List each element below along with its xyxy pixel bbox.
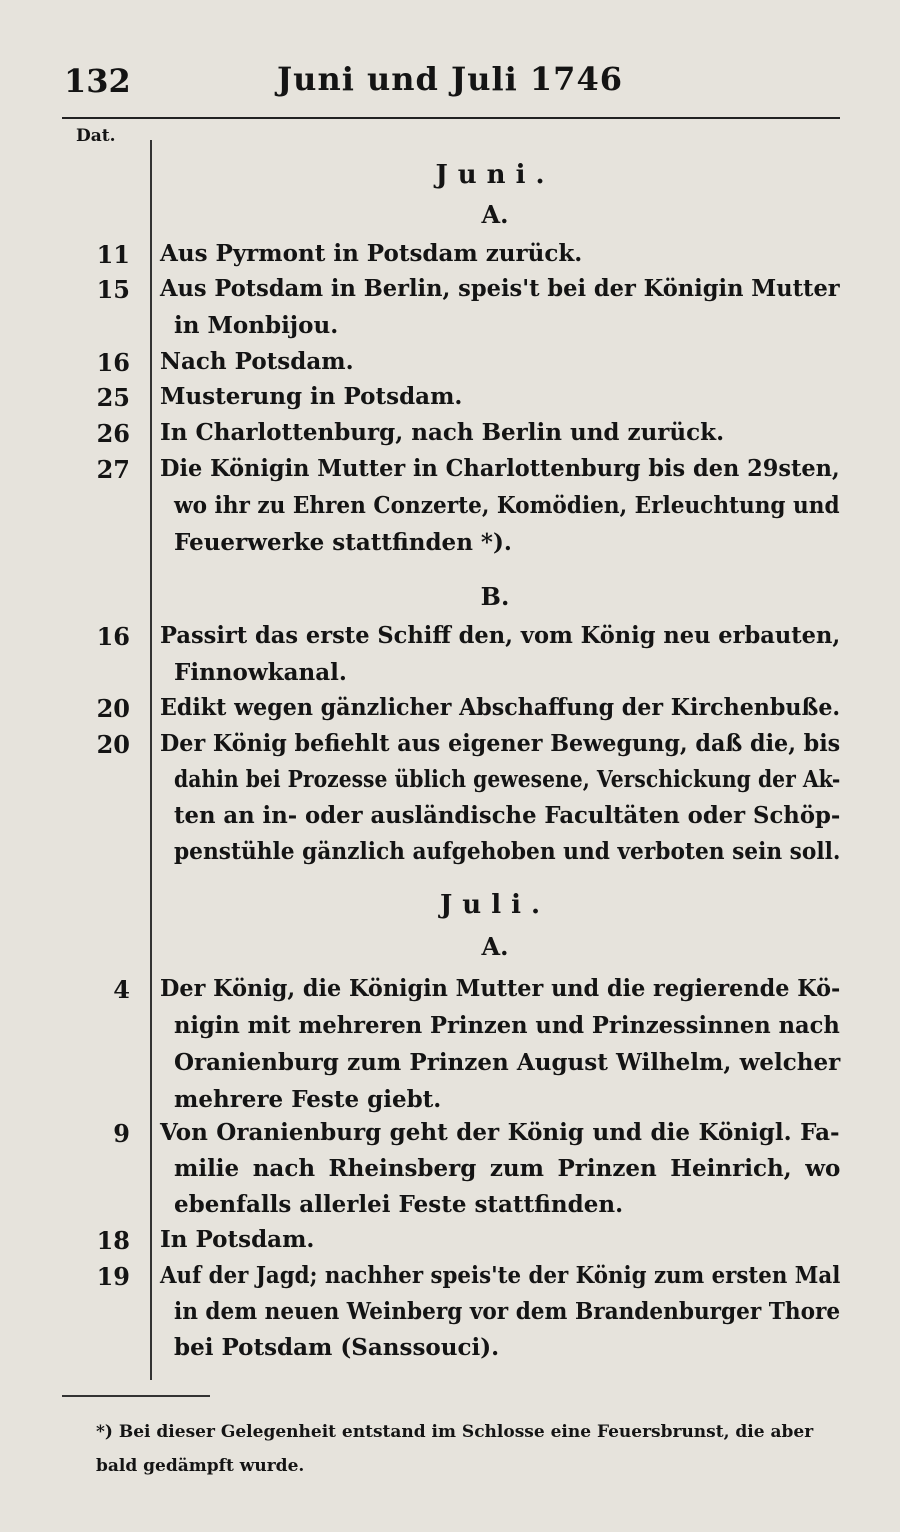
entry-line: Passirt das erste Schiff den, vom König neu erbauten, [160, 622, 841, 649]
entry-line: Nach Potsdam. [160, 348, 354, 375]
entry-line: ebenfalls allerlei Feste stattfinden. [174, 1191, 624, 1218]
entry-line: Die Königin Mutter in Charlottenburg bis den 29sten, [160, 455, 840, 482]
entry-day: 4 [113, 975, 130, 1004]
footnote-rule [62, 1395, 210, 1397]
entry-day: 11 [96, 240, 130, 269]
entry-day: 20 [96, 694, 130, 723]
column-divider [150, 140, 152, 1380]
entry-line: Feuerwerke stattfinden *). [174, 529, 512, 556]
entry-day: 16 [96, 348, 130, 377]
entry-line: nigin mit mehreren Prinzen und Prinzessinnen nach [174, 1012, 840, 1039]
entry-day: 9 [113, 1119, 130, 1148]
entry-line: Von Oranienburg geht der König und die Königl. Fa- [160, 1119, 840, 1146]
entry-line: wo ihr zu Ehren Conzerte, Komödien, Erleuchtung und [174, 492, 840, 519]
entry-day: 25 [96, 383, 130, 412]
entry-line: bei Potsdam (Sanssouci). [174, 1334, 500, 1361]
entry-line: penstühle gänzlich aufgehoben und verboten sein soll. [174, 838, 841, 865]
entry-line: Oranienburg zum Prinzen August Wilhelm, welcher [174, 1049, 841, 1076]
entry-line: In Potsdam. [160, 1226, 315, 1253]
entry-day: 27 [96, 455, 130, 484]
entry-day: 16 [96, 622, 130, 651]
month-heading-juni: Juni. [435, 160, 555, 190]
entry-line: Musterung in Potsdam. [160, 383, 463, 410]
entry-day: 26 [96, 419, 130, 448]
entry-line: In Charlottenburg, nach Berlin und zurück. [160, 419, 725, 446]
entry-line: Auf der Jagd; nachher speis'te der König zum ersten Mal [160, 1262, 841, 1289]
entry-line: Edikt wegen gänzlicher Abschaffung der Kirchenbuße. [160, 694, 841, 721]
page-number: 132 [64, 62, 131, 100]
entry-day: 19 [96, 1262, 130, 1291]
entry-day: 18 [96, 1226, 130, 1255]
entry-line: ten an in- oder ausländische Facultäten oder Schöp- [174, 802, 841, 829]
entry-line: Der König, die Königin Mutter und die regierende Kö- [160, 975, 841, 1002]
footnote-text: Bei dieser Gelegenheit entstand im Schlosse eine Feuersbrunst, die aber bald gedämpft wurde. [96, 1422, 814, 1476]
section-label: A. [481, 200, 509, 229]
entry-line: in Monbijou. [174, 312, 339, 339]
footnote-marker: *) [96, 1422, 113, 1442]
entry-line: dahin bei Prozesse üblich gewesene, Verschickung der Ak- [174, 766, 841, 793]
entry-line: Aus Potsdam in Berlin, speis't bei der Königin Mutter [160, 275, 840, 302]
footnote [96, 1415, 840, 1483]
entry-line: Der König befiehlt aus eigener Bewegung, daß die, bis [160, 730, 841, 757]
section-label: A. [481, 932, 509, 961]
entry-line: Aus Pyrmont in Potsdam zurück. [160, 240, 583, 267]
section-label: B. [480, 582, 510, 611]
entry-day: 15 [96, 275, 130, 304]
date-column-label: Dat. [76, 126, 116, 146]
entry-line: in dem neuen Weinberg vor dem Brandenburger Thore [174, 1298, 841, 1325]
running-title: Juni und Juli 1746 [277, 60, 623, 98]
month-heading-juli: Juli. [439, 890, 550, 920]
entry-day: 20 [96, 730, 130, 759]
entry-line: Finnowkanal. [174, 659, 347, 686]
header-rule [62, 117, 840, 119]
entry-line: mehrere Feste giebt. [174, 1086, 442, 1113]
entry-line: milie nach Rheinsberg zum Prinzen Heinrich, wo [174, 1155, 841, 1182]
